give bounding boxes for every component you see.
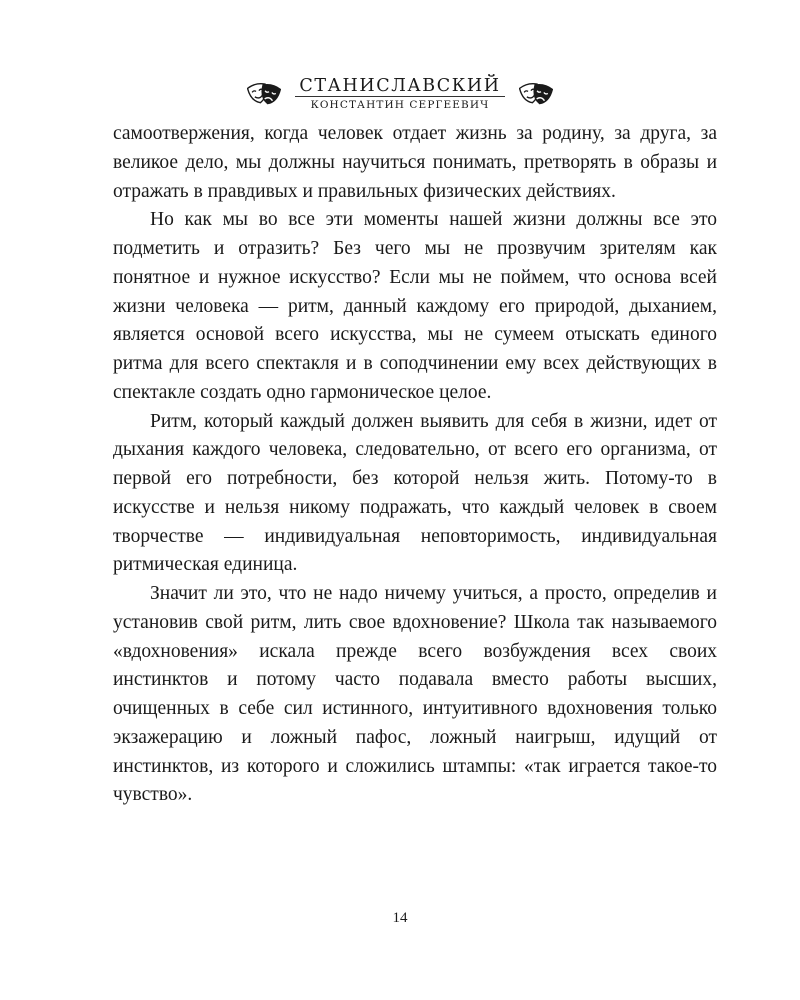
paragraph: Но как мы во все эти моменты нашей жизни должны все это подметить и отразить? Без чего мы не прозвучим зрителям как понятное и нужное искусство? Если мы не поймем, что основа всей жизни человека — ритм, данный каждому его природой, дыханием, является основой всего искусства, мы не сумеем отыскать единого ритма для всего спектакля и в соподчинении ему всех действующих в спектакле создать одно гармоническое целое. [113, 209, 717, 403]
paragraph: Значит ли это, что не надо ничему учиться, а просто, определив и установив свой ритм, лить свое вдохновение? Школа так называемого «вдохновения» искала прежде всего возбуждения всех своих инстинктов и потому часто подавала вместо работы высших, очищенных в себе сил истинного, интуитивного вдохновения только экзажерацию и ложный пафос, ложный наигрыш, идущий от инстинктов, из которого и сложились штампы: «так играется такое-то чувство». [113, 583, 717, 806]
paragraph: самоотвержения, когда человек отдает жизнь за родину, за друга, за великое дело, мы должны научиться понимать, претворять в образы и отражать в правдивых и правильных физических действиях. [113, 123, 717, 202]
running-header [0, 76, 800, 112]
running-header-row [247, 76, 552, 112]
author-surname: СТАНИСЛАВСКИЙ [295, 76, 504, 97]
theatre-masks-icon [247, 81, 281, 107]
author-given-names: КОНСТАНТИН СЕРГЕЕВИЧ [310, 99, 490, 111]
theatre-masks-icon [519, 81, 553, 107]
header-title-block [295, 76, 504, 112]
body-text [113, 120, 717, 810]
paragraph: Ритм, который каждый должен выявить для себя в жизни, идет от дыхания каждого человека, следовательно, от всего его организма, от первой его потребности, без которой нельзя жить. Потому-то в искусстве и нельзя никому подражать, что каждый человек в своем творчестве — индивидуальная неповторимость, индивидуальная ритмическая единица. [113, 410, 717, 576]
page-number: 14 [392, 910, 408, 926]
